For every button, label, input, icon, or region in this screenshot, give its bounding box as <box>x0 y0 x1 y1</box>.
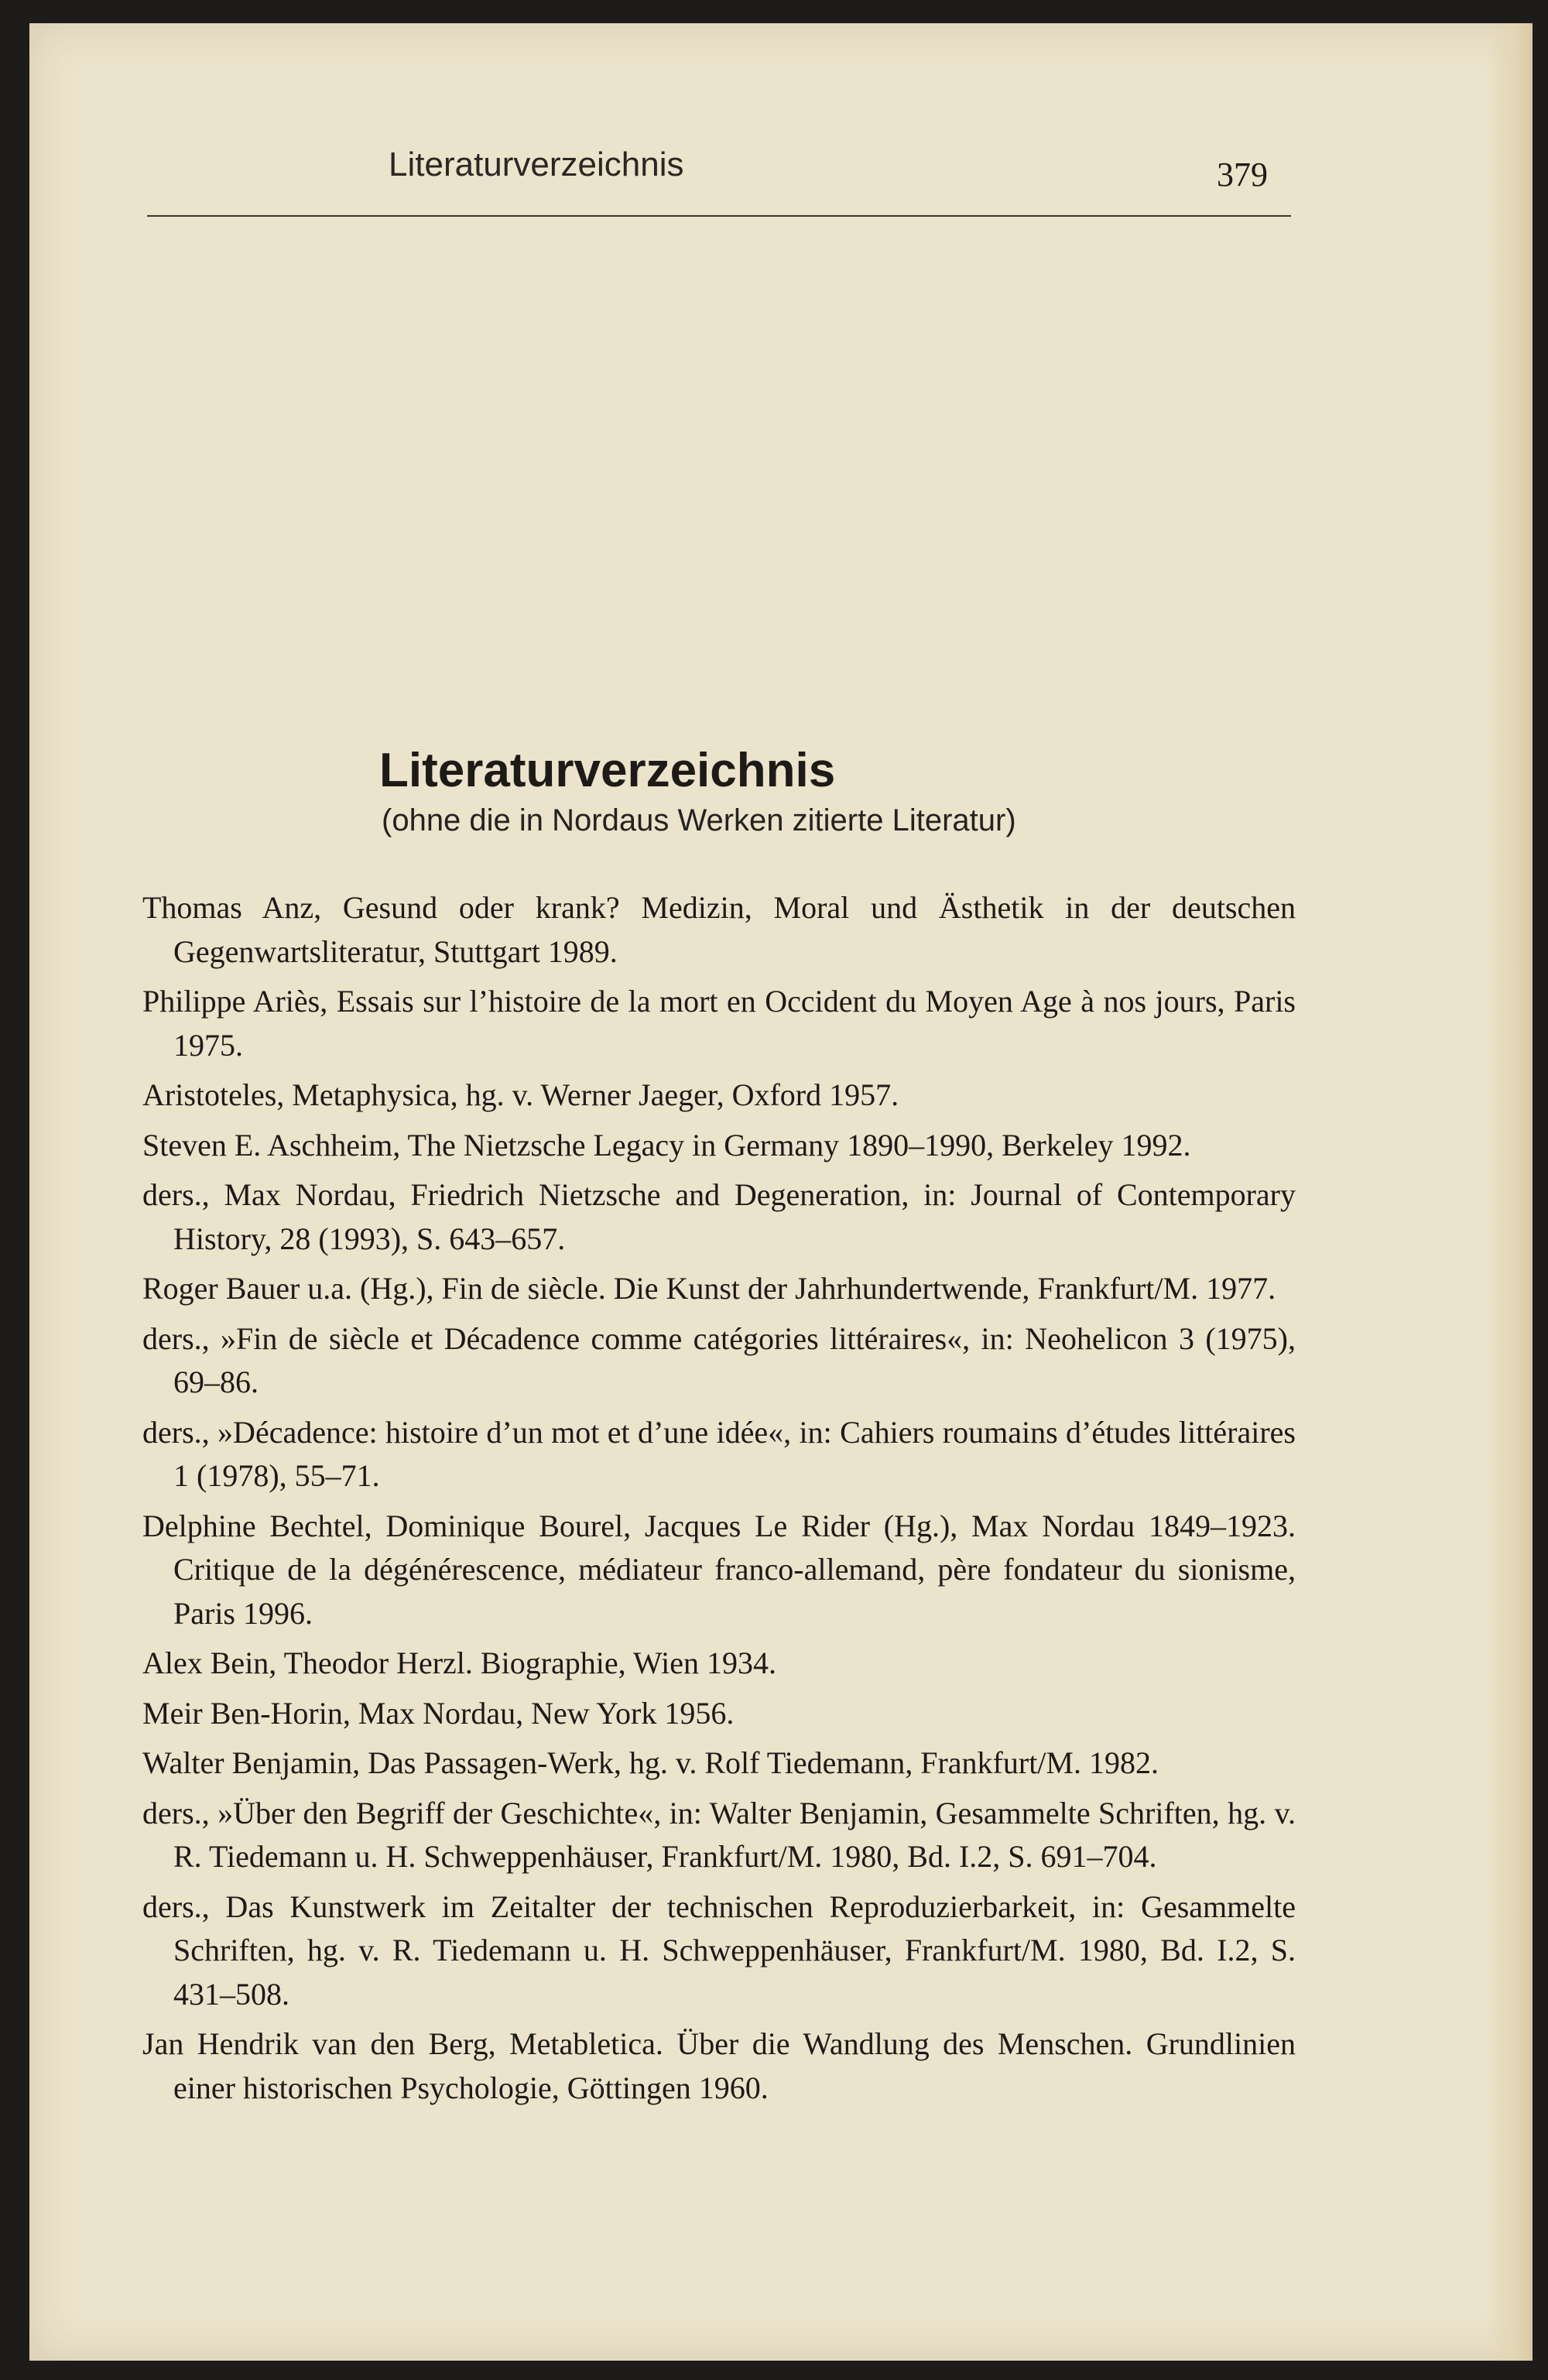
bibliography-entry: Philippe Ariès, Essais sur l’histoire de la mort en Occident du Moyen Age à nos jours, Paris 1975. <box>142 984 1296 1063</box>
page-number: 379 <box>1217 156 1268 193</box>
bibliography-list <box>142 886 1296 2116</box>
bibliography-entry: Thomas Anz, Gesund oder krank? Medizin, Moral und Ästhetik in der deutschen Gegenwartsliteratur, Stuttgart 1989. <box>142 890 1296 969</box>
bibliography-entry: ders., »Décadence: histoire d’un mot et d’une idée«, in: Cahiers roumains d’études littéraires 1 (1978), 55–71. <box>142 1414 1296 1493</box>
page-edge <box>1486 23 1533 2361</box>
bibliography-entry: Delphine Bechtel, Dominique Bourel, Jacques Le Rider (Hg.), Max Nordau 1849–1923. Critique de la dégénérescence, médiateur franco-allemand, père fondateur du sionisme, Paris 1996. <box>142 1508 1296 1631</box>
bibliography-entry: Walter Benjamin, Das Passagen-Werk, hg. v. Rolf Tiedemann, Frankfurt/M. 1982. <box>142 1745 1159 1780</box>
running-title: Literaturverzeichnis <box>389 146 684 183</box>
bibliography-entry: ders., »Über den Begriff der Geschichte«, in: Walter Benjamin, Gesammelte Schriften, hg. v. R. Tiedemann u. H. Schweppenhäuser, Frankfurt/M. 1980, Bd. I.2, S. 691–704. <box>142 1795 1296 1874</box>
bibliography-entry: Meir Ben-Horin, Max Nordau, New York 1956. <box>142 1695 735 1731</box>
section-subtitle: (ohne die in Nordaus Werken zitierte Literatur) <box>382 803 1016 837</box>
section-heading: Literaturverzeichnis <box>379 744 836 797</box>
book-page <box>29 23 1533 2361</box>
bibliography-entry: Alex Bein, Theodor Herzl. Biographie, Wien 1934. <box>142 1645 776 1680</box>
bibliography-entry: ders., Max Nordau, Friedrich Nietzsche and Degeneration, in: Journal of Contemporary History, 28 (1993), S. 643–657. <box>142 1177 1296 1256</box>
bibliography-entry: ders., Das Kunstwerk im Zeitalter der technischen Reproduzierbarkeit, in: Gesammelte Schriften, hg. v. R. Tiedemann u. H. Schweppenhäuser, Frankfurt/M. 1980, Bd. I.2, S. 431–508. <box>142 1889 1296 2012</box>
running-head <box>147 99 1291 217</box>
bibliography-entry: ders., »Fin de siècle et Décadence comme catégories littéraires«, in: Neohelicon 3 (1975), 69–86. <box>142 1320 1296 1399</box>
bibliography-entry: Roger Bauer u.a. (Hg.), Fin de siècle. Die Kunst der Jahrhundertwende, Frankfurt/M. 1977. <box>142 1271 1276 1306</box>
bibliography-entry: Steven E. Aschheim, The Nietzsche Legacy in Germany 1890–1990, Berkeley 1992. <box>142 1127 1191 1163</box>
bibliography-entry: Jan Hendrik van den Berg, Metabletica. Über die Wandlung des Menschen. Grundlinien einer historischen Psychologie, Göttingen 1960. <box>142 2026 1296 2105</box>
bibliography-entry: Aristoteles, Metaphysica, hg. v. Werner Jaeger, Oxford 1957. <box>142 1077 899 1112</box>
